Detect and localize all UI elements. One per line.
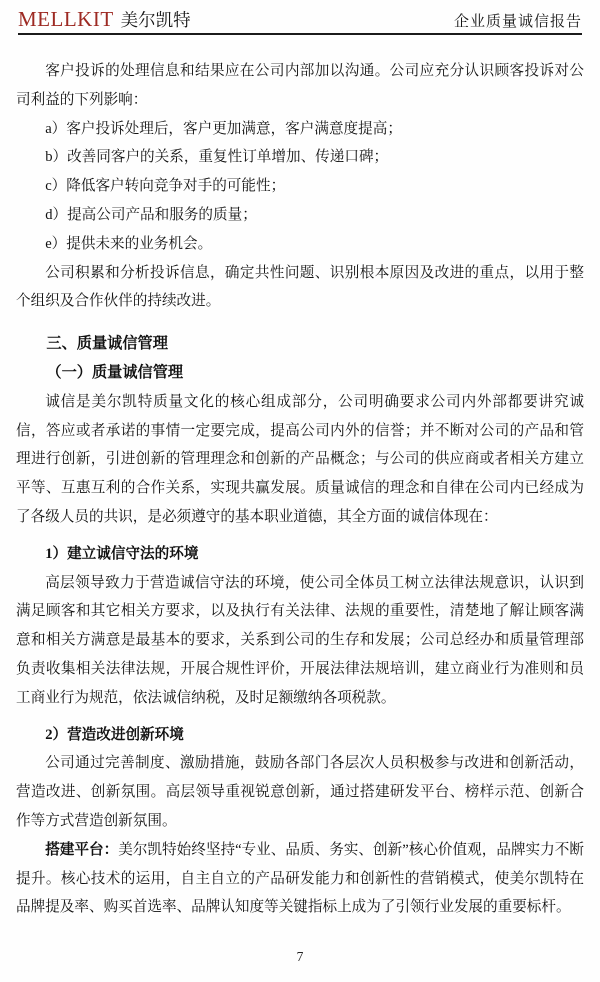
platform-label: 搭建平台： — [45, 841, 119, 858]
paragraph-complaint-communication: 客户投诉的处理信息和结果应在公司内部加以沟通。公司应充分认识顾客投诉对公司利益的下列影响： — [16, 63, 584, 108]
paragraph-platform — [16, 836, 584, 922]
list-item-c: c）降低客户转向竞争对手的可能性； — [45, 178, 286, 195]
page-header — [18, 0, 582, 35]
document-title: 企业质量诚信报告 — [453, 14, 582, 30]
page-footer — [0, 948, 600, 966]
subsection-heading-quality-integrity: （一）质量诚信管理 — [46, 363, 184, 381]
brand-logo-text: MELLKIT — [18, 7, 114, 31]
list-item-b: b）改善同客户的关系，重复性订单增加、传递口碑； — [45, 149, 389, 166]
item-heading-innovation-environment: 2）营造改进创新环境 — [45, 726, 184, 743]
brand-name-cn: 美尔凯特 — [120, 10, 191, 30]
paragraph-complaint-analysis: 公司积累和分析投诉信息，确定共性问题、识别根本原因及改进的重点，以用于整个组织及合作伙伴的持续改进。 — [16, 264, 584, 310]
page-number: 7 — [296, 949, 304, 964]
brand — [18, 7, 191, 32]
list-item-d: d）提高公司产品和服务的质量； — [45, 206, 257, 223]
document-body — [16, 35, 584, 922]
paragraph-law-environment: 高层领导致力于营造诚信守法的环境，使公司全体员工树立法律法规意识，认识到满足顾客和其它相关方要求，以及执行有关法律、法规的重要性，清楚地了解让顾客满意和相关方满意是最基本的要求，关系到公司的生存和发展；公司总经办和质量管理部负责收集相关法律法规，开展合规性评价，开展法律法规培训，建立商业行为准则和员工商业行为规范，依法诚信纳税，及时足额缴纳各项税款。 — [16, 574, 584, 706]
paragraph-innovation-environment: 公司通过完善制度、激励措施，鼓励各部门各层次人员积极参与改进和创新活动，营造改进、创新氛围。高层领导重视锐意创新，通过搭建研发平台、榜样示范、创新合作等方式营造创新氛围。 — [16, 755, 584, 829]
impact-list — [16, 115, 584, 259]
list-item-a: a）客户投诉处理后，客户更加满意，客户满意度提高； — [45, 120, 402, 137]
platform-text: 美尔凯特始终坚持“专业、品质、务实、创新”核心价值观，品牌实力不断提升。核心技术的运用，自主自立的产品研发能力和创新性的营销模式，使美尔凯特在品牌提及率、购买首选率、品牌认知度等关键指标上成为了引领行业发展的重要标杆。 — [16, 841, 584, 916]
section-heading-quality-integrity: 三、质量诚信管理 — [46, 335, 168, 353]
list-item-e: e）提供未来的业务机会。 — [45, 235, 213, 252]
paragraph-integrity-culture: 诚信是美尔凯特质量文化的核心组成部分，公司明确要求公司内外部都要讲究诚信，答应或者承诺的事情一定要完成，提高公司内外的信誉；并不断对公司的产品和管理进行创新，引进创新的管理理念和创新的产品概念；与公司的供应商或者相关方建立平等、互惠互利的合作关系，实现共赢发展。质量诚信的理念和自律在公司内已经成为了各级人员的共识，是必须遵守的基本职业道德，其全方面的诚信体现在： — [16, 393, 584, 525]
item-heading-law-environment: 1）建立诚信守法的环境 — [45, 545, 199, 562]
